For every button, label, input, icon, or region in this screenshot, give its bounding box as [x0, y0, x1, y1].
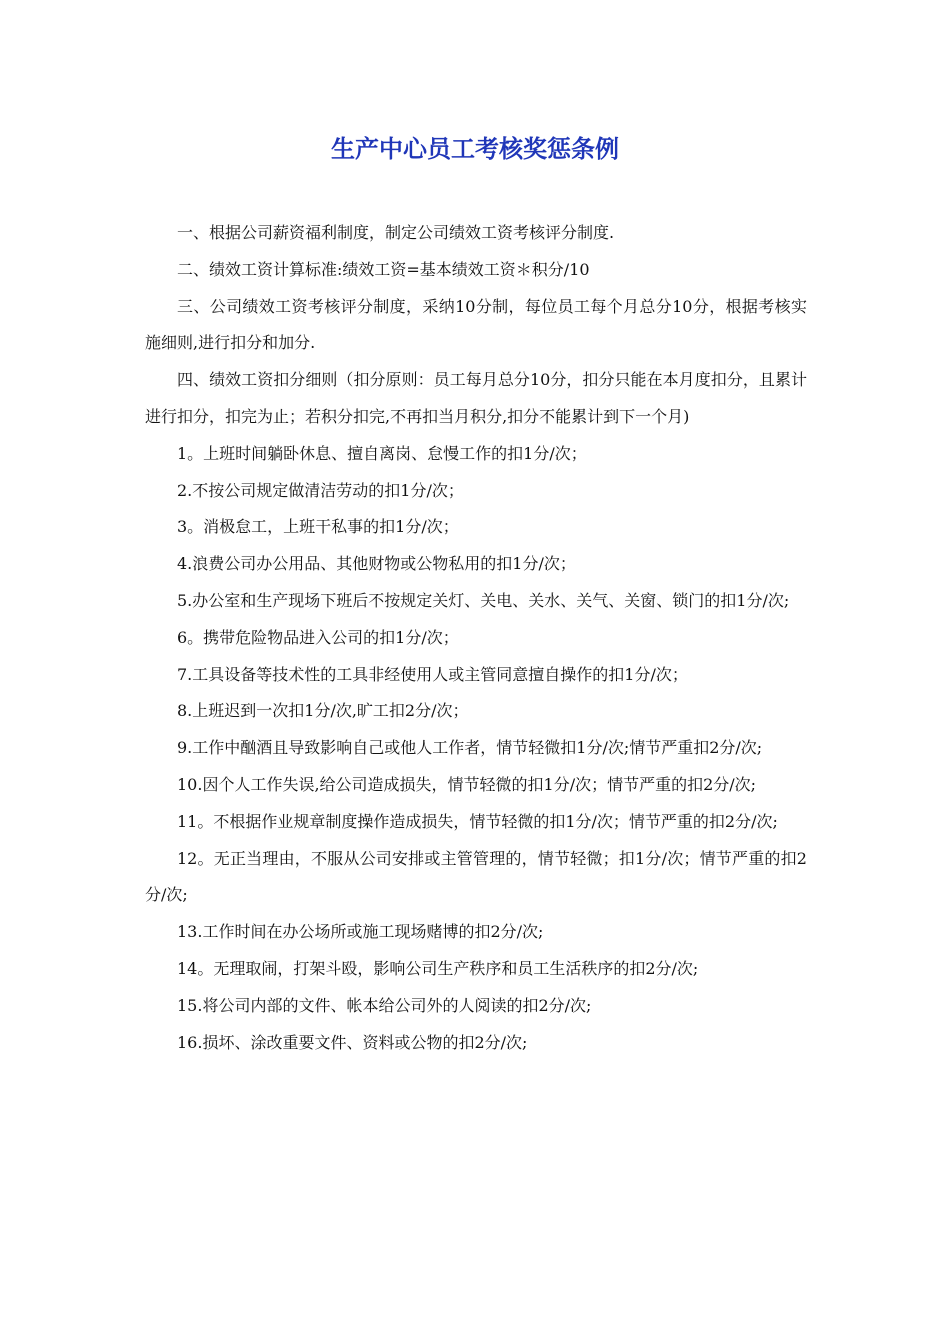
paragraph-4: 四、绩效工资扣分细则（扣分原则：员工每月总分10分，扣分只能在本月度扣分，且累计进行扣分，扣完为止；若积分扣完,不再扣当月积分,扣分不能累计到下一个月): [145, 370, 807, 426]
paragraph-2: 二、绩效工资计算标准:绩效工资=基本绩效工资＊积分/10: [177, 259, 590, 279]
rule-item-4: 4.浪费公司办公用品、其他财物或公物私用的扣1分/次；: [177, 554, 576, 574]
rule-item-12: 12。无正当理由，不服从公司安排或主管管理的，情节轻微；扣1分/次；情节严重的扣2分/次;: [145, 848, 807, 905]
paragraph-3: 三、公司绩效工资考核评分制度，采纳10分制，每位员工每个月总分10分，根据考核实施细则,进行扣分和加分.: [145, 296, 807, 353]
rule-item-16: 16.损坏、涂改重要文件、资料或公物的扣2分/次;: [177, 1032, 528, 1052]
rule-item-1: 1。上班时间躺卧休息、擅自离岗、怠慢工作的扣1分/次；: [177, 443, 587, 463]
rule-item-6: 6。携带危险物品进入公司的扣1分/次；: [177, 627, 459, 647]
rule-item-3: 3。消极怠工，上班干私事的扣1分/次；: [177, 517, 459, 537]
rule-item-9: 9.工作中酗酒且导致影响自己或他人工作者，情节轻微扣1分/次;情节严重扣2分/次;: [177, 738, 763, 758]
rule-item-2: 2.不按公司规定做清洁劳动的扣1分/次；: [177, 480, 464, 500]
document-title: 生产中心员工考核奖惩条例: [331, 134, 619, 163]
rule-item-14: 14。无理取闹，打架斗殴，影响公司生产秩序和员工生活秩序的扣2分/次;: [177, 958, 699, 978]
rule-item-10: 10.因个人工作失误,给公司造成损失，情节轻微的扣1分/次；情节严重的扣2分/次;: [177, 774, 757, 794]
rule-item-5: 5.办公室和生产现场下班后不按规定关灯、关电、关水、关气、关窗、锁门的扣1分/次;: [177, 590, 790, 610]
rule-item-7: 7.工具设备等技术性的工具非经使用人或主管同意擅自操作的扣1分/次；: [177, 664, 688, 684]
rule-item-15: 15.将公司内部的文件、帐本给公司外的人阅读的扣2分/次;: [177, 995, 592, 1015]
document-body: [145, 215, 807, 1061]
paragraph-1: 一、根据公司薪资福利制度，制定公司绩效工资考核评分制度.: [177, 223, 615, 242]
rule-item-13: 13.工作时间在办公场所或施工现场赌博的扣2分/次;: [177, 922, 544, 942]
rule-item-11: 11。不根据作业规章制度操作造成损失，情节轻微的扣1分/次；情节严重的扣2分/次;: [177, 811, 778, 831]
rule-item-8: 8.上班迟到一次扣1分/次,旷工扣2分/次；: [177, 701, 469, 721]
